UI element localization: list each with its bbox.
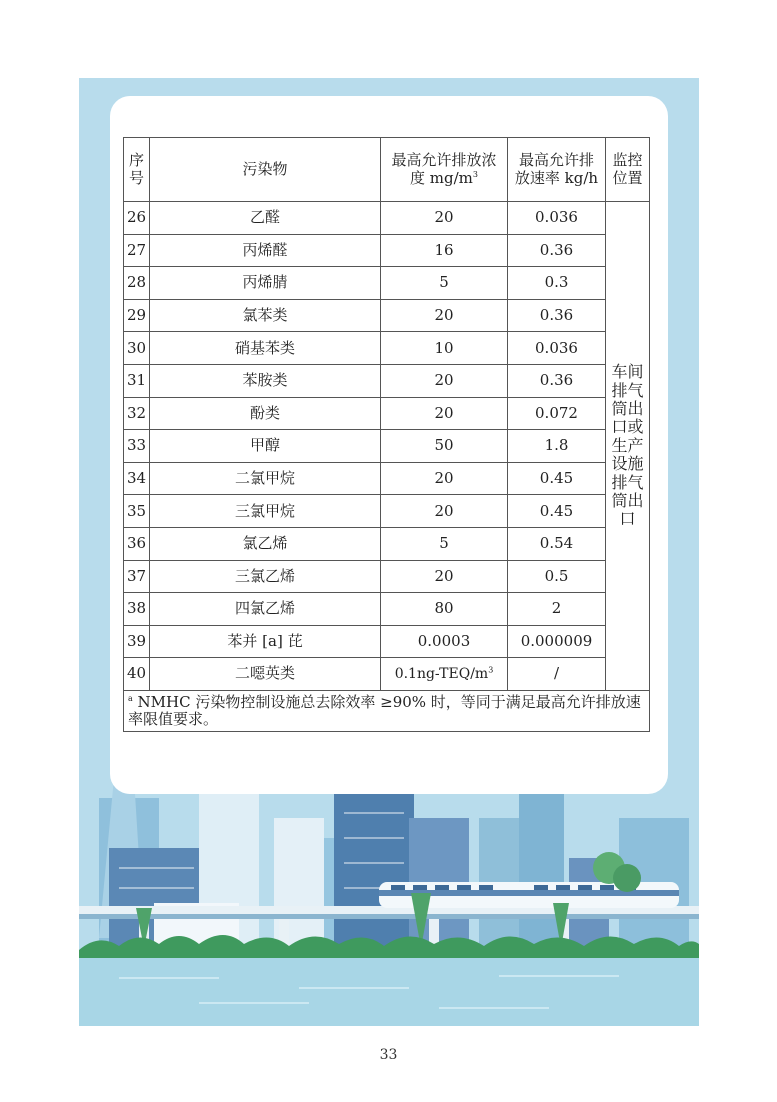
row-no: 35 [124, 495, 150, 528]
row-rate: 0.000009 [508, 625, 606, 658]
row-no: 39 [124, 625, 150, 658]
row-no: 33 [124, 430, 150, 463]
row-rate: 1.8 [508, 430, 606, 463]
row-concentration: 5 [381, 527, 508, 560]
row-rate: 0.072 [508, 397, 606, 430]
table-row [124, 625, 650, 658]
row-rate: 0.45 [508, 495, 606, 528]
row-pollutant: 氯苯类 [150, 299, 381, 332]
table-row [124, 658, 650, 691]
header-no: 序号 [124, 138, 150, 202]
table-row [124, 397, 650, 430]
row-pollutant: 乙醛 [150, 202, 381, 235]
row-no: 30 [124, 332, 150, 365]
row-concentration: 20 [381, 299, 508, 332]
row-rate: 0.36 [508, 364, 606, 397]
row-concentration: 50 [381, 430, 508, 463]
row-no: 37 [124, 560, 150, 593]
row-pollutant: 二噁英类 [150, 658, 381, 691]
row-concentration: 5 [381, 267, 508, 300]
row-no: 38 [124, 593, 150, 626]
row-concentration: 20 [381, 397, 508, 430]
row-pollutant: 酚类 [150, 397, 381, 430]
row-pollutant: 苯并 [a] 芘 [150, 625, 381, 658]
row-no: 27 [124, 234, 150, 267]
row-concentration: 16 [381, 234, 508, 267]
row-rate: 0.036 [508, 332, 606, 365]
row-concentration: 20 [381, 364, 508, 397]
table-row [124, 495, 650, 528]
row-pollutant: 硝基苯类 [150, 332, 381, 365]
header-pollutant: 污染物 [150, 138, 381, 202]
row-concentration: 20 [381, 202, 508, 235]
table-row [124, 430, 650, 463]
header-location: 监控位置 [606, 138, 650, 202]
table-row [124, 299, 650, 332]
table-row [124, 202, 650, 235]
row-no: 29 [124, 299, 150, 332]
row-rate: 0.54 [508, 527, 606, 560]
row-rate: 0.5 [508, 560, 606, 593]
row-rate: 2 [508, 593, 606, 626]
table-footnote-row [124, 690, 650, 732]
page-number: 33 [379, 1047, 398, 1063]
row-no: 40 [124, 658, 150, 691]
row-rate: 0.3 [508, 267, 606, 300]
row-concentration: 0.0003 [381, 625, 508, 658]
row-rate: 0.36 [508, 234, 606, 267]
row-no: 36 [124, 527, 150, 560]
table-row [124, 593, 650, 626]
row-pollutant: 四氯乙烯 [150, 593, 381, 626]
row-no: 31 [124, 364, 150, 397]
header-concentration: 最高允许排放浓度 $mg/m^3$ [381, 138, 508, 202]
row-rate: 0.36 [508, 299, 606, 332]
row-pollutant: 丙烯醛 [150, 234, 381, 267]
row-pollutant: 苯胺类 [150, 364, 381, 397]
table-row [124, 234, 650, 267]
table-row [124, 527, 650, 560]
monitoring-location: 车间排气筒出口或生产设施排气筒出口 [606, 202, 650, 691]
table-row [124, 267, 650, 300]
table-row [124, 462, 650, 495]
row-concentration: 20 [381, 462, 508, 495]
row-rate: / [508, 658, 606, 691]
pollutant-emission-table [123, 137, 650, 732]
row-pollutant: 氯乙烯 [150, 527, 381, 560]
row-rate: 0.036 [508, 202, 606, 235]
table-header-row [124, 138, 650, 202]
row-pollutant: 甲醇 [150, 430, 381, 463]
row-pollutant: 三氯乙烯 [150, 560, 381, 593]
row-concentration: 20 [381, 495, 508, 528]
row-no: 34 [124, 462, 150, 495]
row-concentration: 10 [381, 332, 508, 365]
row-rate: 0.45 [508, 462, 606, 495]
table-row [124, 332, 650, 365]
table-footnote: $^a$ NMHC 污染物控制设施总去除效率 ≥90% 时，等同于满足最高允许排放速率限值要求。 [124, 690, 650, 732]
row-concentration: 80 [381, 593, 508, 626]
row-no: 26 [124, 202, 150, 235]
row-pollutant: 二氯甲烷 [150, 462, 381, 495]
row-concentration: 20 [381, 560, 508, 593]
row-concentration: $0.1ng-TEQ/m^3$ [381, 658, 508, 691]
header-rate: 最高允许排放速率 kg/h [508, 138, 606, 202]
table-row [124, 364, 650, 397]
row-no: 32 [124, 397, 150, 430]
row-no: 28 [124, 267, 150, 300]
table-row [124, 560, 650, 593]
row-pollutant: 三氯甲烷 [150, 495, 381, 528]
row-pollutant: 丙烯腈 [150, 267, 381, 300]
